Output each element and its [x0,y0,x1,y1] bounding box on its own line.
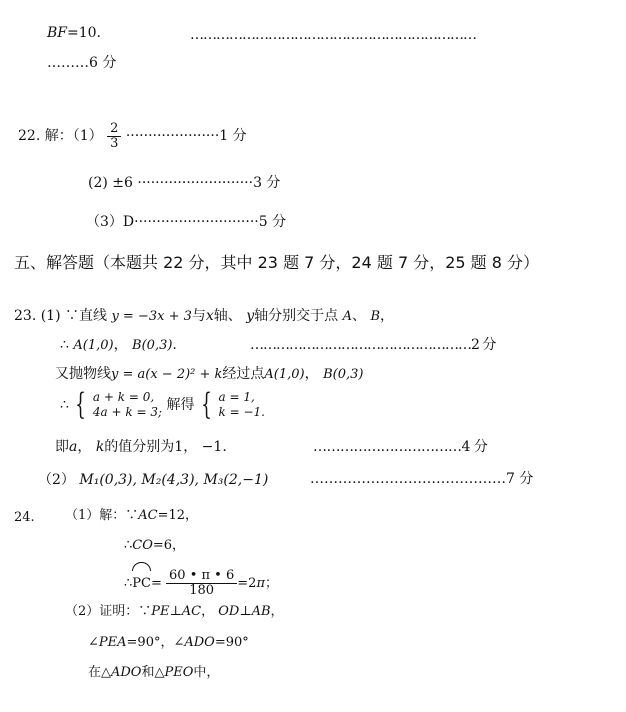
solution-a: a = 1, [218,390,255,404]
text-solve: 解得 [166,397,195,413]
text-in-triangle: 在△ [88,665,111,680]
text-sep: 、 [352,308,367,324]
therefore-symbol: ∴ [60,337,69,353]
value-neg-one: −1 [201,439,223,455]
fraction-two-thirds [107,122,121,151]
seg-ac: AC [138,508,158,523]
text-values: 的值分别为1， [104,439,198,455]
arc-pc: PC [132,565,151,601]
q24-line1 [65,507,198,525]
points-m: M₁(0,3), M₂(4,3), M₃(2,−1) [79,472,269,488]
text-semicolon: ； [264,576,278,591]
triangle-peo: PEO [164,665,194,680]
q24-line5 [88,634,249,652]
triangle-ado: ADO [111,665,142,680]
dots-line-1: ………………………………………………………… [190,27,476,43]
left-brace: { [75,387,87,422]
text-period: . [222,439,227,455]
point-b-coord: B(0,3) [323,367,364,382]
seg-co: CO [132,538,153,553]
fraction-denominator: 3 [110,135,119,151]
section-five-heading: 五、解答题（本题共 22 分，其中 23 题 7 分，24 题 7 分，25 题 8 分） [14,253,540,272]
text-comma: ， [113,337,128,353]
q23-line3 [55,365,363,384]
text-intersect: 轴分别交于点 [254,308,339,324]
text-equals: = [150,576,162,591]
seg-ab: AB [251,604,271,619]
text-comma: ， [77,439,92,455]
angle-symbol: ∠ [88,635,99,650]
q23-part2 [38,471,268,489]
text-axis: 轴、 [213,308,242,324]
therefore-symbol: ∴ [124,538,133,553]
q23-line2 [60,336,177,355]
point-a-coord: A(1,0) [73,338,114,353]
angle-ado: ADO [184,635,215,650]
text-comma: ， [304,366,319,382]
system-eq2: 4a + k = 3; [92,405,163,419]
q24-line4 [65,603,284,621]
fraction-numerator: 60 • π • 6 [166,569,237,584]
text-comma: ， [201,604,215,619]
q24-number: 24. [14,510,35,525]
ac-value: =12， [157,508,199,523]
text-middle: 中， [193,665,220,680]
point-a-coord: A(1,0) [264,367,305,382]
angle-pea: PEA [98,635,127,650]
part2-label: （2）证明：∵ [65,604,152,619]
part2-label: （2） [38,472,75,488]
pi-symbol: π [256,576,265,591]
var-bf: BF [47,25,68,41]
q22-part3: （3）D····························5 分 [86,214,287,230]
q23-part2-score: ……………………………………7 分 [310,471,534,487]
part1-label: （1）解：∵ [65,508,139,523]
q24-line3 [124,565,278,601]
q23-line5-score: ……………………………4 分 [313,439,488,455]
text-comma: ， [380,308,395,324]
angle-value-2: =90° [214,635,249,650]
q23-line5 [55,438,227,456]
solution-k: k = −1. [218,405,265,419]
perp-symbol: ⊥ [239,604,252,619]
arc-length-fraction [166,569,237,598]
text-comma: ， [270,604,284,619]
solution-system [218,390,264,420]
score-6-line: ………6 分 [47,55,117,71]
line-equation: y = −3x + 3 [111,309,192,324]
var-y: y [246,308,255,324]
system-eq1: a + k = 0, [92,390,155,404]
var-a: a [69,439,78,455]
q23-line2-score: ……………………………………………2 分 [250,337,496,353]
fraction-numerator: 2 [107,122,121,137]
point-a: A [342,309,353,324]
angle-value-1: =90°，∠ [126,635,185,650]
bf-value: =10. [67,25,102,41]
arc-result: =2 [237,576,257,591]
point-b: B [370,309,381,324]
text-and-triangle: 和△ [141,665,165,680]
seg-pe: PE [151,604,170,619]
q24-line2 [124,537,185,555]
fraction-denominator: 180 [189,583,215,598]
q24-line6 [88,664,219,682]
co-value: =6， [152,538,186,553]
q23-line4 [60,387,265,422]
therefore-symbol: ∴ [60,397,69,413]
q23-intro: 23. (1) ∵直线 [14,308,107,324]
q22-part2: (2) ±6 ··························3 分 [88,175,281,191]
var-k: k [95,439,105,455]
q22-part1 [18,118,247,154]
seg-od: OD [218,604,240,619]
q22-part1-score: ·····················1 分 [125,128,247,144]
text-parabola: 又抛物线 [55,366,111,382]
text-yu: 与 [191,308,206,324]
text-ji: 即 [55,439,69,455]
parabola-equation: y = a(x − 2)² + k [111,367,223,382]
seg-ac: AC [181,604,202,619]
line-bf [47,24,101,42]
perp-symbol: ⊥ [169,604,182,619]
q23-line1 [14,307,394,326]
text-passes: 经过点 [222,366,265,382]
text-period: . [172,337,177,353]
point-b-coord: B(0,3) [132,338,173,353]
q22-label: 22. 解：（1） [18,128,103,144]
equation-system [93,390,162,420]
therefore-symbol: ∴ [124,576,133,591]
var-x: x [205,308,214,324]
left-brace: { [201,387,212,422]
